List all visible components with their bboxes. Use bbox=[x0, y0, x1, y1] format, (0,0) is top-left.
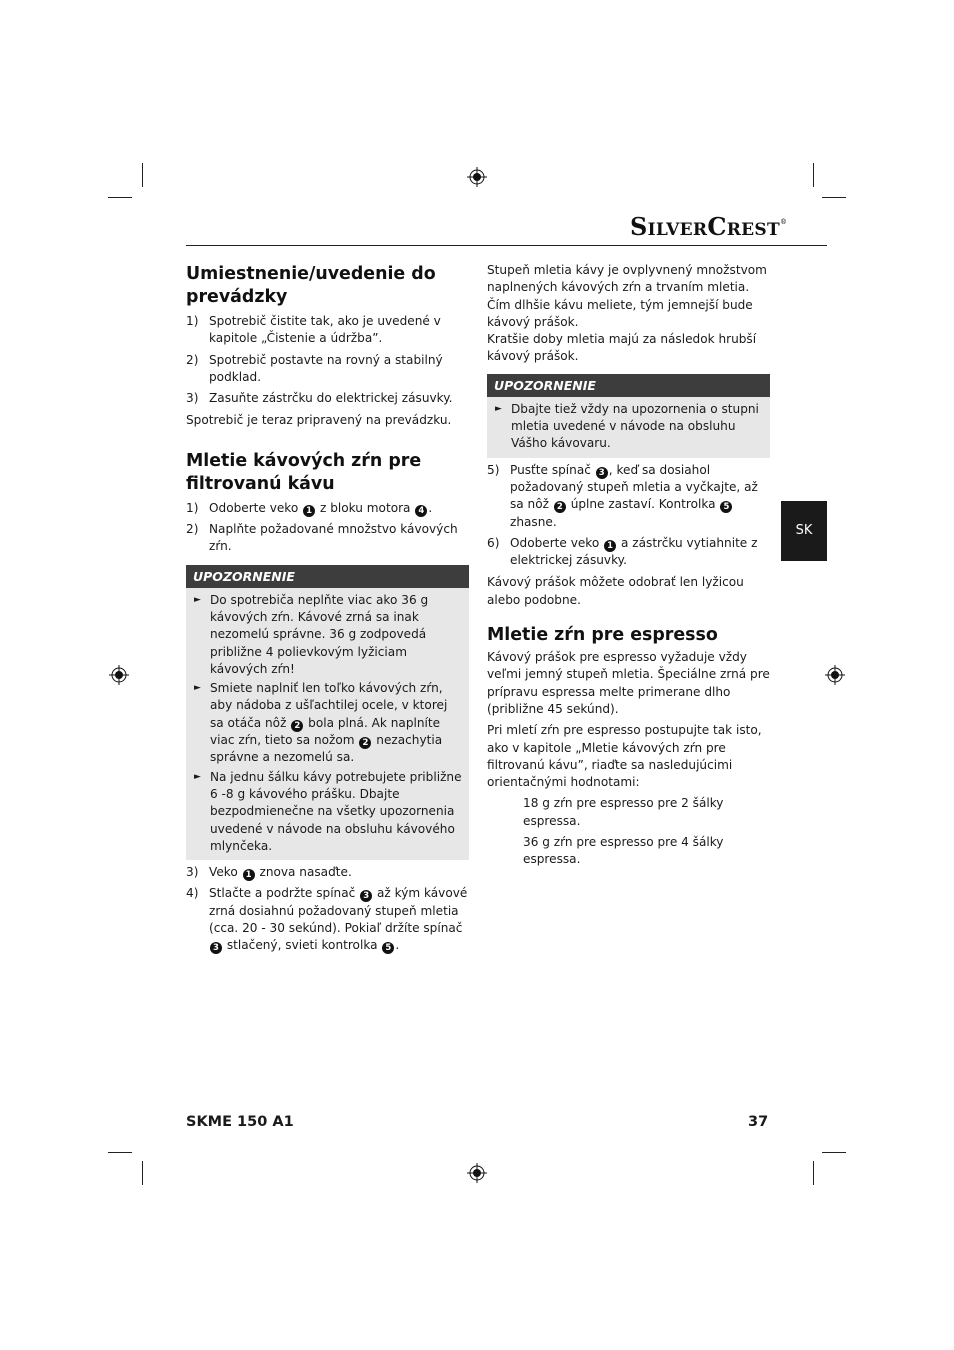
setup-note: Spotrebič je teraz pripravený na prevádzku. bbox=[186, 413, 452, 428]
setup-steps bbox=[186, 313, 469, 407]
crop-mark bbox=[813, 1161, 814, 1185]
filter-steps-b bbox=[186, 864, 469, 954]
list-item: 1) Spotrebič čistite tak, ako je uvedené v kapitole „Čistenie a údržba”. bbox=[186, 314, 441, 346]
brand-logo: SILVERCREST® bbox=[630, 212, 788, 241]
list-item: 4) Stlačte a podržte spínač 3 až kým kávové zrná dosiahnú požadovaný stupeň mletia (cca. 20 - 30 sekúnd). Pokiaľ držíte spínač 3 stlačený, svieti kontrolka 5 . bbox=[186, 886, 468, 954]
right-column bbox=[487, 262, 770, 869]
crop-mark bbox=[813, 163, 814, 187]
arrow-icon: ► bbox=[194, 594, 201, 605]
paragraph: Čím dlhšie kávu meliete, tým jemnejší bude kávový prášok. bbox=[487, 297, 753, 329]
paragraph: Pri mletí zŕn pre espresso postupujte tak isto, ako v kapitole „Mletie kávových zŕn pre filtrovanú kávu”, riaďte sa nasledujúcimi orientačnými hodnotami: bbox=[487, 723, 762, 790]
warning-label: UPOZORNENIE bbox=[487, 374, 770, 397]
crop-mark bbox=[108, 1152, 132, 1153]
section-title-setup: Umiestnenie/uvedenie do prevádzky bbox=[186, 264, 436, 307]
warning-item: ► Do spotrebiča neplňte viac ako 36 g kávových zŕn. Kávové zrná sa inak nezomelú správne. 36 g zodpovedá približne 4 polievkovým lyžiciam kávových zŕn! bbox=[194, 592, 429, 676]
espresso-value: 18 g zŕn pre espresso pre 2 šálky espressa. bbox=[523, 796, 724, 828]
registration-mark-icon bbox=[467, 1163, 487, 1183]
warning-body bbox=[186, 588, 469, 860]
crop-mark bbox=[142, 1161, 143, 1185]
section-title-espresso: Mletie zŕn pre espresso bbox=[487, 625, 718, 646]
header-divider bbox=[186, 245, 827, 246]
list-item: 2) Naplňte požadované množstvo kávových zŕn. bbox=[186, 522, 458, 554]
crop-mark bbox=[822, 1152, 846, 1153]
paragraph: Kávový prášok môžete odobrať len lyžicou alebo podobne. bbox=[487, 575, 744, 607]
crop-mark bbox=[142, 163, 143, 187]
espresso-value: 36 g zŕn pre espresso pre 4 šálky espressa. bbox=[523, 835, 724, 867]
page-number: 37 bbox=[748, 1114, 769, 1130]
warning-box bbox=[186, 565, 469, 860]
warning-item: ► Dbajte tiež vždy na upozornenia o stupni mletia uvedené v návode na obsluhu Vášho kávovaru. bbox=[495, 401, 759, 451]
model-number: SKME 150 A1 bbox=[186, 1114, 294, 1130]
list-item: 6) Odoberte veko 1 a zástrčku vytiahnite z elektrickej zásuvky. bbox=[487, 535, 758, 568]
list-item: 5) Pusťte spínač 3 , keď sa dosiahol požadovaný stupeň mletia a vyčkajte, až sa nôž 2 úplne zastaví. Kontrolka 5 zhasne. bbox=[487, 462, 758, 529]
registration-mark-icon bbox=[467, 167, 487, 187]
arrow-icon: ► bbox=[194, 683, 201, 694]
list-item: 1) Odoberte veko 1 z bloku motora 4 . bbox=[186, 500, 433, 516]
language-tab: SK bbox=[781, 501, 827, 561]
paragraph: Kávový prášok pre espresso vyžaduje vždy veľmi jemný stupeň mletia. Špeciálne zrná pre prípravu espressa melte primerane dlho (približne 45 sekúnd). bbox=[487, 650, 770, 716]
warning-body bbox=[487, 397, 770, 458]
warning-box bbox=[487, 374, 770, 458]
warning-item: ► Na jednu šálku kávy potrebujete približne 6 -8 g kávového prášku. Dbajte bezpodmienečne na všetky upozornenia uvedené v návode na obsluhu kávového mlynčeka. bbox=[194, 769, 462, 853]
warning-label: UPOZORNENIE bbox=[186, 565, 469, 588]
registration-mark-icon bbox=[825, 665, 845, 685]
section-title-filter-coffee: Mletie kávových zŕn pre filtrovanú kávu bbox=[186, 450, 422, 494]
filter-steps-a bbox=[186, 500, 469, 556]
left-column bbox=[186, 263, 469, 955]
registration-mark-icon bbox=[109, 665, 129, 685]
arrow-icon: ► bbox=[194, 771, 201, 782]
warning-item: ► Smiete naplniť len toľko kávových zŕn, aby nádoba z ušľachtilej ocele, v ktorej sa otáča nôž 2 bola plná. Ak naplníte viac zŕn, tieto sa nožom 2 nezachytia správne a nezomelú sa. bbox=[194, 681, 448, 765]
list-item: 3) Veko 1 znova nasaďte. bbox=[186, 865, 352, 881]
filter-steps-c bbox=[487, 462, 770, 570]
list-item: 3) Zasuňte zástrčku do elektrickej zásuvky. bbox=[186, 391, 453, 406]
arrow-icon: ► bbox=[495, 403, 502, 414]
crop-mark bbox=[108, 197, 132, 198]
paragraph: Stupeň mletia kávy je ovplyvnený množstvom naplnených kávových zŕn a trvaním mletia. bbox=[487, 263, 767, 295]
paragraph: Kratšie doby mletia majú za následok hrubší kávový prášok. bbox=[487, 332, 757, 364]
crop-mark bbox=[822, 197, 846, 198]
list-item: 2) Spotrebič postavte na rovný a stabilný podklad. bbox=[186, 352, 443, 384]
